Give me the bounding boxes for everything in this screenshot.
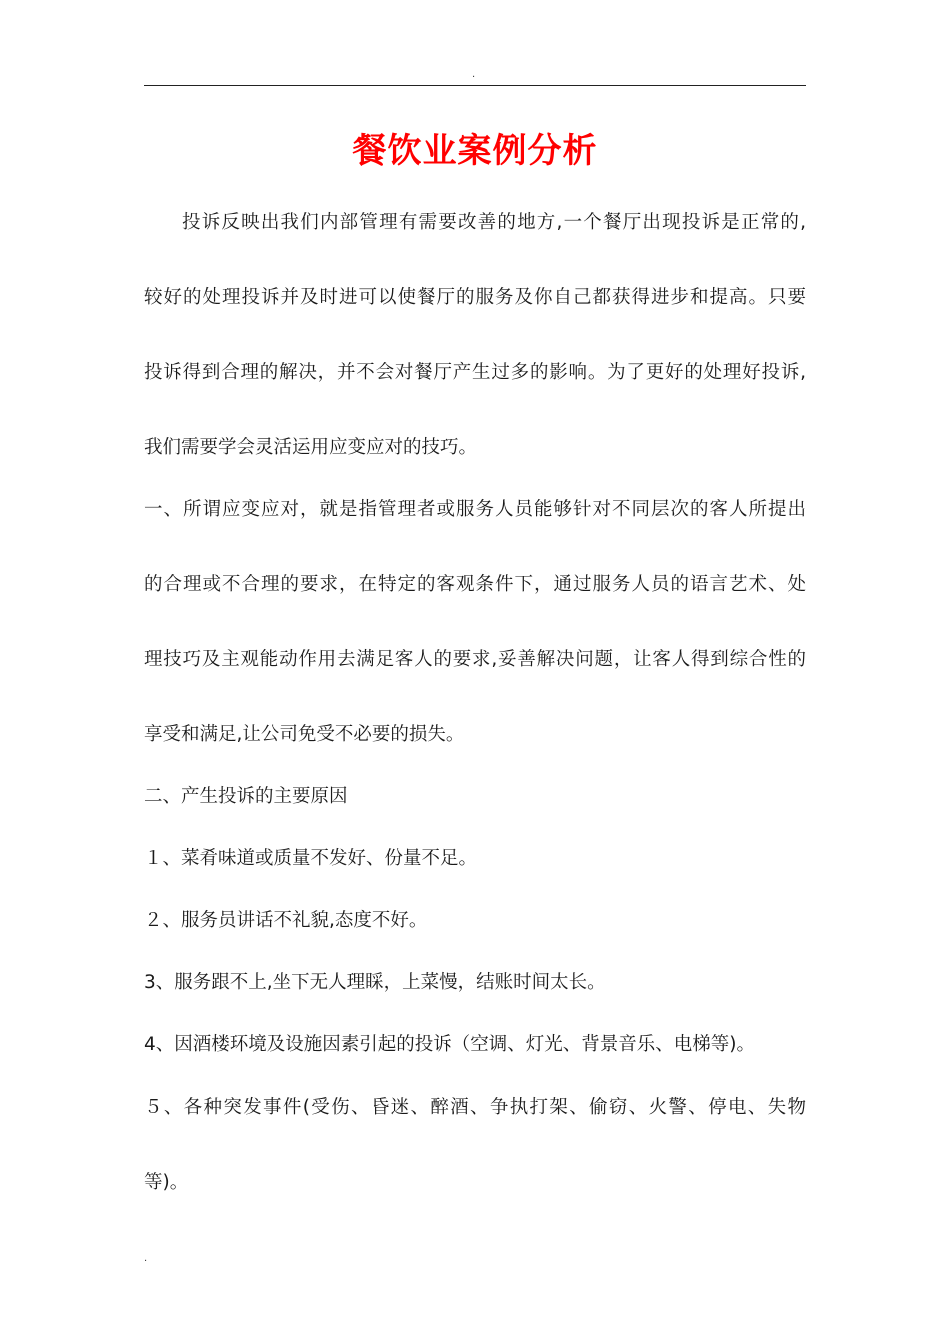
document-title: 餐饮业案例分析	[352, 131, 598, 171]
paragraph-line: 理技巧及主观能动作用去满足客人的要求,妥善解决问题，让客人得到综合性的	[144, 649, 806, 670]
paragraph-line: 我们需要学会灵活运用应变应对的技巧。	[144, 437, 478, 458]
paragraph-line: 投诉得到合理的解决，并不会对餐厅产生过多的影响。为了更好的处理好投诉,	[144, 362, 806, 383]
list-item-2: ２、服务员讲话不礼貌,态度不好。	[144, 910, 428, 931]
section-heading-1: 一、所谓应变应对，就是指管理者或服务人员能够针对不同层次的客人所提出	[144, 499, 806, 520]
header-mark: .	[472, 69, 476, 80]
header-rule	[144, 85, 806, 86]
paragraph-line: 投诉反映出我们内部管理有需要改善的地方,一个餐厅出现投诉是正常的,	[182, 212, 806, 233]
list-item-4: 4、因酒楼环境及设施因素引起的投诉（空调、灯光、背景音乐、电梯等)。	[144, 1034, 755, 1055]
list-item-5-continued: 等)。	[144, 1172, 189, 1193]
paragraph-line: 享受和满足,让公司免受不必要的损失。	[144, 724, 465, 745]
paragraph-line: 的合理或不合理的要求，在特定的客观条件下，通过服务人员的语言艺术、处	[144, 574, 806, 595]
list-item-1: １、菜肴味道或质量不发好、份量不足。	[144, 848, 478, 869]
section-heading-2: 二、产生投诉的主要原因	[144, 786, 348, 807]
paragraph-line: 较好的处理投诉并及时进可以使餐厅的服务及你自己都获得进步和提高。只要	[144, 287, 806, 308]
footer-mark: .	[144, 1253, 148, 1264]
list-item-3: 3、服务跟不上,坐下无人理睬，上菜慢，结账时间太长。	[144, 972, 606, 993]
list-item-5: ５、各种突发事件(受伤、昏迷、醉酒、争执打架、偷窃、火警、停电、失物	[144, 1097, 806, 1118]
